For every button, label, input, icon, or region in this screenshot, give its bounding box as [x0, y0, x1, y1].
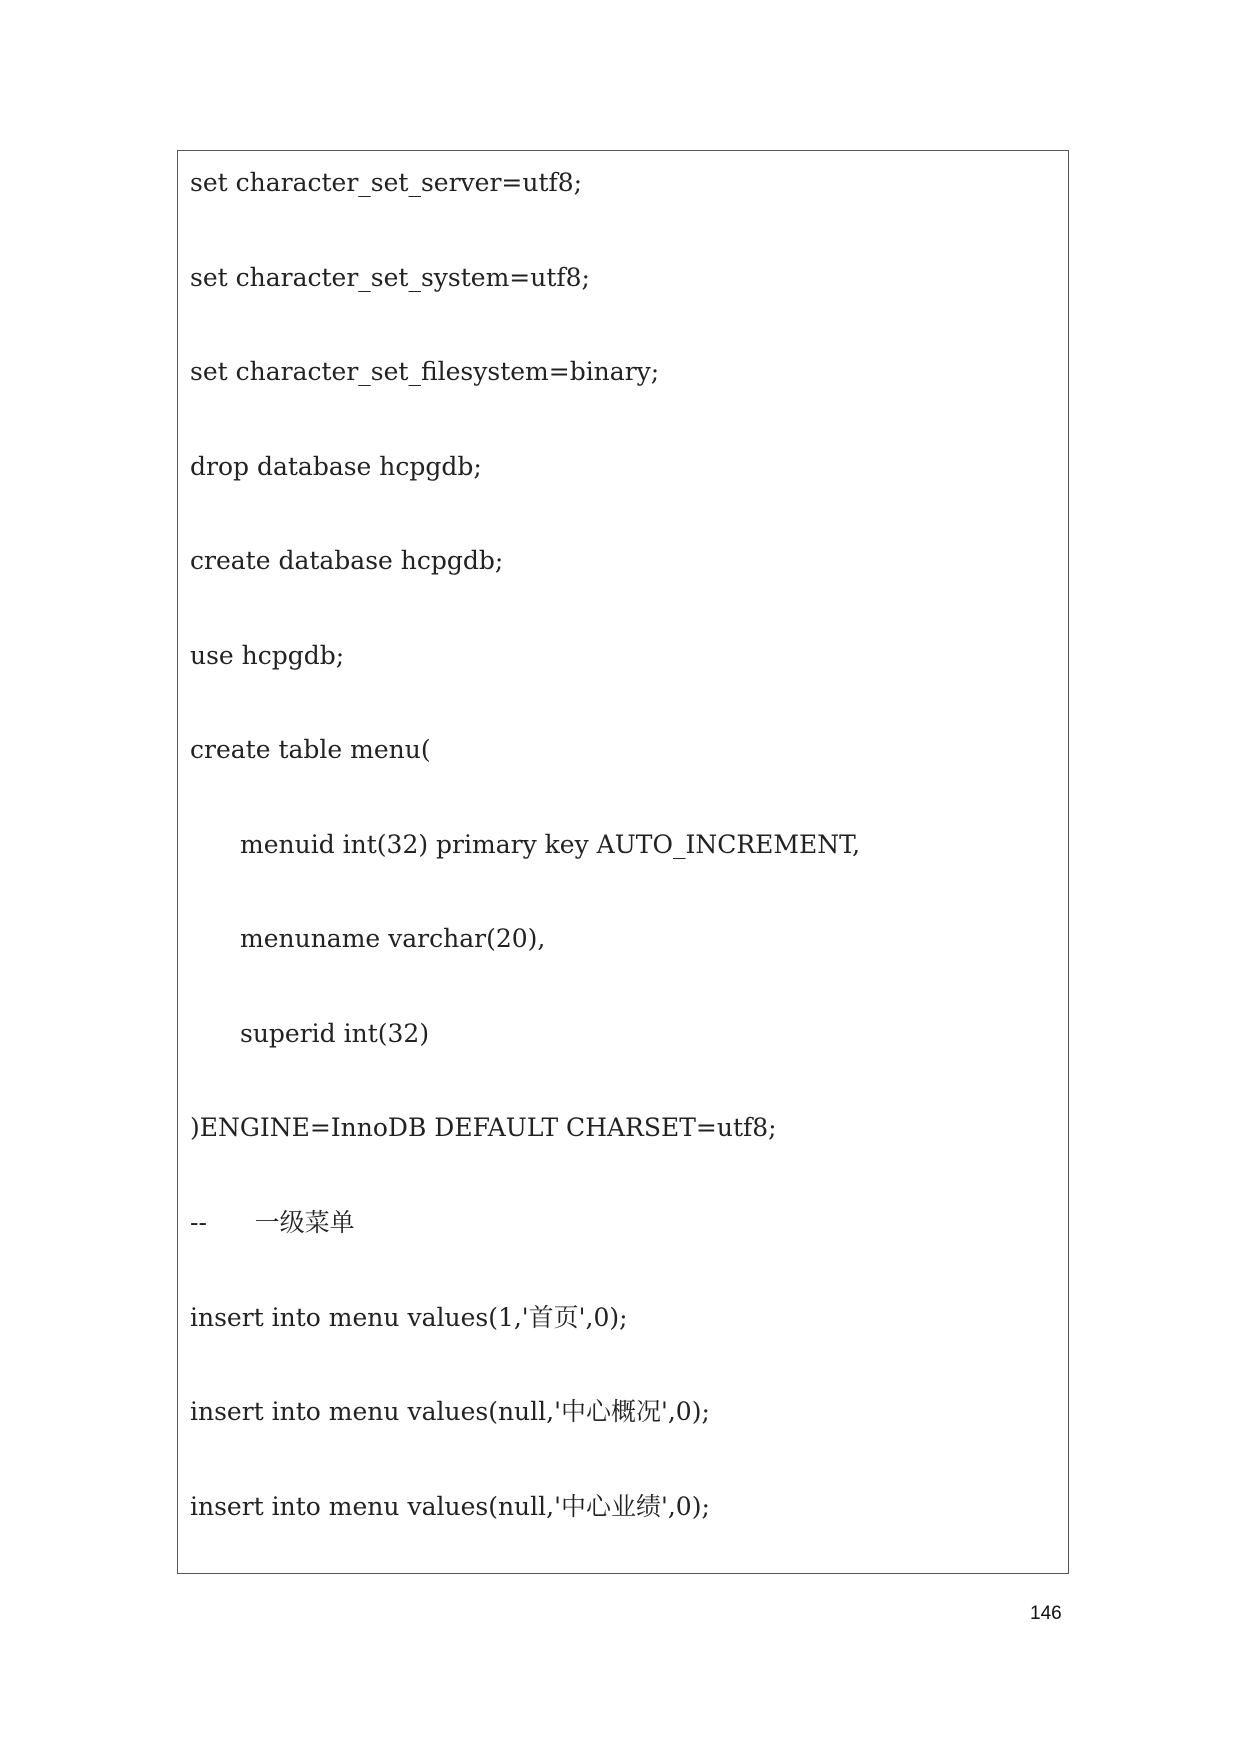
- code-line: insert into menu values(1,'首页',0);: [190, 1303, 628, 1332]
- code-line: create table menu(: [190, 735, 431, 764]
- code-line: set character_set_server=utf8;: [190, 168, 583, 197]
- code-line: superid int(32): [240, 1019, 430, 1048]
- code-line: use hcpgdb;: [190, 641, 345, 670]
- code-line: set character_set_filesystem=binary;: [190, 357, 660, 386]
- code-line: set character_set_system=utf8;: [190, 263, 590, 292]
- code-line: insert into menu values(null,'中心概况',0);: [190, 1397, 710, 1426]
- code-comment: -- 一级菜单: [190, 1208, 355, 1237]
- code-line: insert into menu values(null,'中心业绩',0);: [190, 1492, 710, 1521]
- code-line: )ENGINE=InnoDB DEFAULT CHARSET=utf8;: [190, 1113, 777, 1142]
- code-line: drop database hcpgdb;: [190, 452, 482, 481]
- code-line: menuid int(32) primary key AUTO_INCREMENT,: [240, 830, 861, 859]
- code-line: create database hcpgdb;: [190, 546, 504, 575]
- page-number: 146: [1030, 1603, 1062, 1624]
- code-line: menuname varchar(20),: [240, 924, 546, 953]
- code-block: [177, 150, 1069, 1574]
